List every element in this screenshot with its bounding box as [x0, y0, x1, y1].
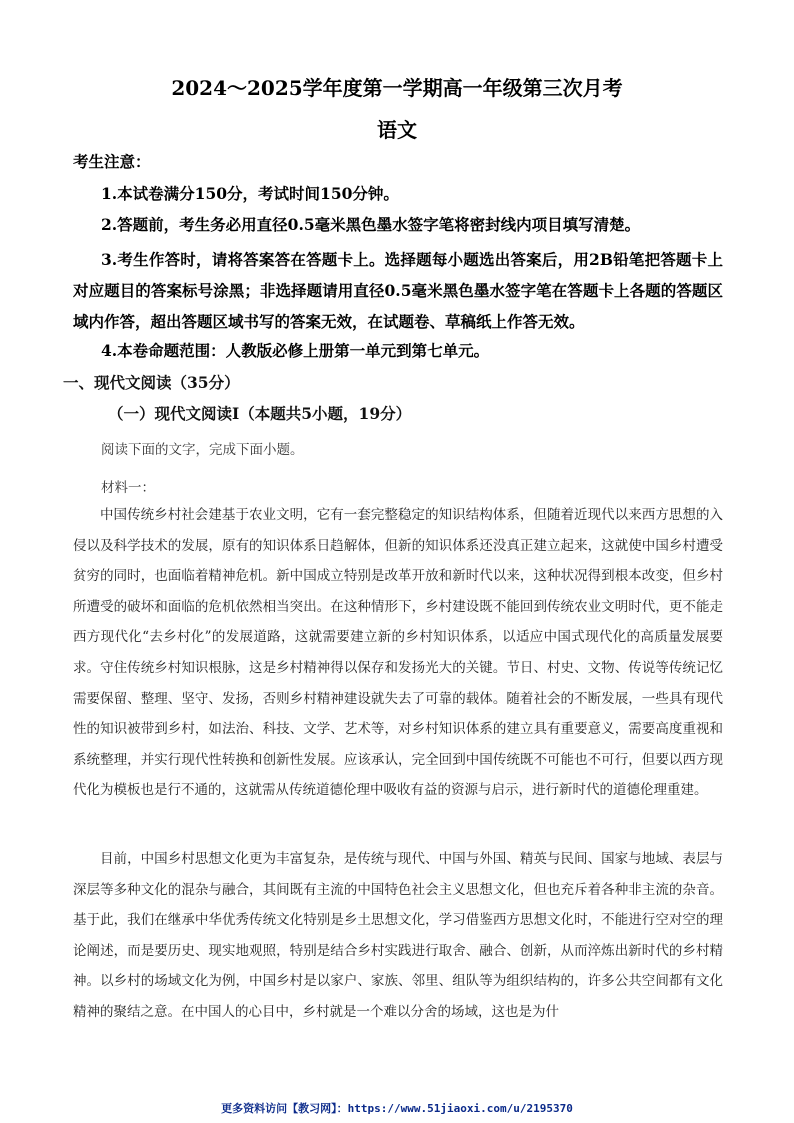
subsection-heading: （一）现代文阅读Ⅰ（本题共5小题，19分） [108, 404, 412, 423]
reading-instruction: 阅读下面的文字，完成下面小题。 [101, 442, 304, 458]
footer-link[interactable]: https://www.51jiaoxi.com/u/2195370 [347, 1102, 573, 1115]
footer [0, 1100, 794, 1116]
exam-title: 2024～2025学年度第一学期高一年级第三次月考 [171, 76, 623, 100]
material-label: 材料一： [101, 480, 155, 496]
material-paragraph-1: 中国传统乡村社会建基于农业文明，它有一套完整稳定的知识结构体系，但随着近现代以来西方思想的入侵以及科学技术的发展，原有的知识体系日趋解体，但新的知识体系还没真正建立起来，这就使中国乡村遭受贫穷的同时，也面临着精神危机。新中国成立特别是改革开放和新时代以来，这种状况得到根本改变，但乡村所遭受的破坏和面临的危机依然相当突出。在这种情形下，乡村建设既不能回到传统农业文明时代，更不能走西方现代化“去乡村化”的发展道路，这就需要建立新的乡村知识体系，以适应中国式现代化的高质量发展要求。守住传统乡村知识根脉，这是乡村精神得以保存和发扬光大的关键。节日、村史、文物、传说等传统记忆需要保留、整理、坚守、发扬，否则乡村精神建设就失去了可靠的载体。随着社会的不断发展，一些具有现代性的知识被带到乡村，如法治、科技、文学、艺术等，对乡村知识体系的建立具有重要意义，需要高度重视和系统整理，并实行现代性转换和创新性发展。应该承认，完全回到中国传统既不可能也不可行，但要以西方现代化为模板也是行不通的，这就需从传统道德伦理中吸收有益的资源与启示，进行新时代的道德伦理重建。 [73, 507, 723, 799]
notice-heading: 考生注意： [73, 152, 151, 171]
notice-item-3: 3.考生作答时，请将答案答在答题卡上。选择题每小题选出答案后，用2B铅笔把答题卡上对应题目的答案标号涂黑；非选择题请用直径0.5毫米黑色墨水签字笔在答题卡上各题的答题区域内作答，超出答题区域书写的答案无效，在试题卷、草稿纸上作答无效。 [73, 250, 723, 331]
material-paragraph-2: 目前，中国乡村思想文化更为丰富复杂，是传统与现代、中国与外国、精英与民间、国家与地域、表层与深层等多种文化的混杂与融合，其间既有主流的中国特色社会主义思想文化，但也充斥着各种非主流的杂音。基于此，我们在继承中华优秀传统文化特别是乡土思想文化，学习借鉴西方思想文化时，不能进行空对空的理论阐述，而是要历史、现实地观照，特别是结合乡村实践进行取舍、融合、创新，从而淬炼出新时代的乡村精神。以乡村的场域文化为例，中国乡村是以家户、家族、邻里、组队等为组织结构的，许多公共空间都有文化精神的聚结之意。在中国人的心目中，乡村就是一个难以分舍的场域，这也是为什 [73, 851, 723, 1020]
subject-title: 语文 [377, 118, 417, 142]
section-heading: 一、现代文阅读（35分） [63, 373, 240, 392]
notice-item-1: 1.本试卷满分150分，考试时间150分钟。 [101, 184, 399, 203]
notice-item-4: 4.本卷命题范围：人教版必修上册第一单元到第七单元。 [101, 341, 490, 360]
footer-prefix: 更多资料访问【教习网】： [221, 1102, 348, 1115]
notice-item-2: 2.答题前，考生务必用直径0.5毫米黑色墨水签字笔将密封线内项目填写清楚。 [101, 215, 641, 234]
